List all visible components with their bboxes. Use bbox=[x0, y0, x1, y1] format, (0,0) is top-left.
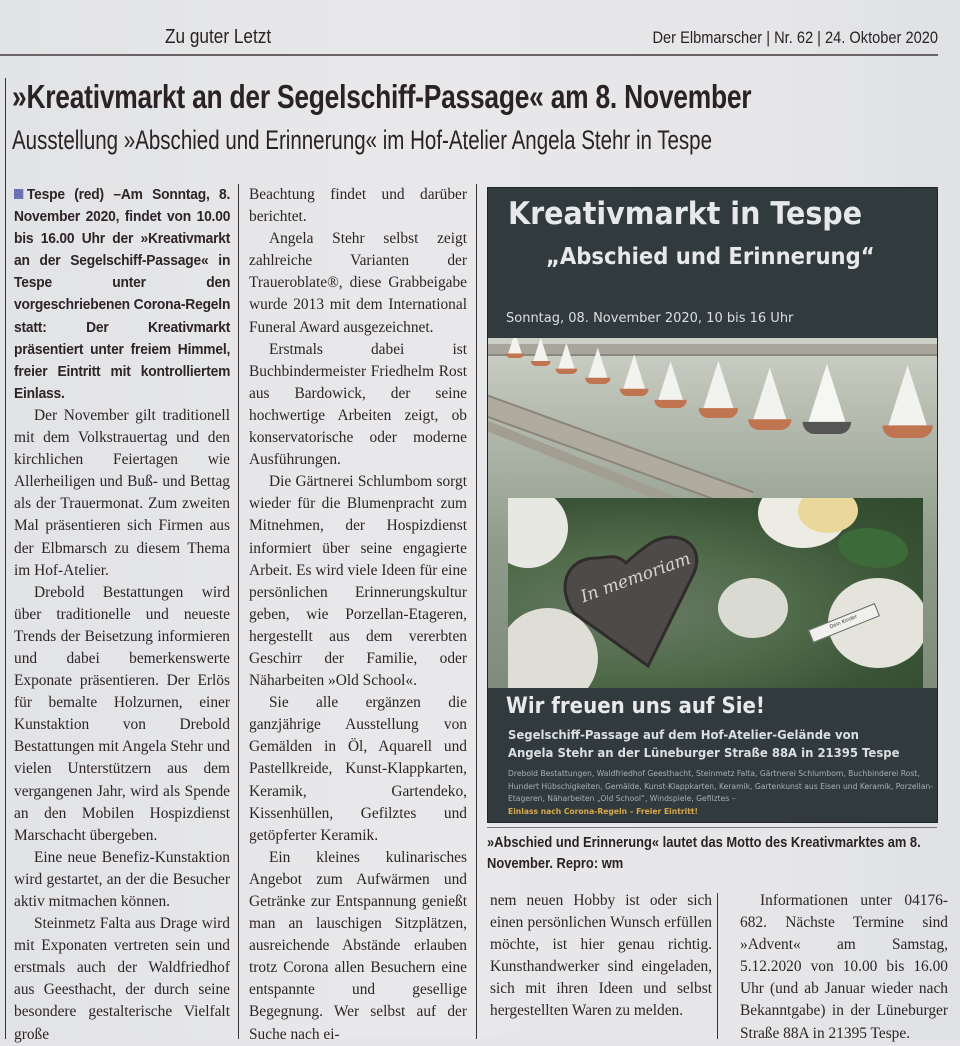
column-divider bbox=[476, 184, 477, 1039]
venue-line-2: Angela Stehr an der Lüneburger Straße 88A in 21395 Tespe bbox=[508, 745, 900, 760]
paragraph: Sie alle ergänzen die ganzjährige Ausstellung von Gemälden in Öl, Aquarell und Pastellkreide, Kunst-Klappkarten, Keramik, Gartendeko, Kissenhüllen, Gefilztes und getöpferter Keramik. bbox=[249, 694, 467, 844]
paragraph: Der November gilt traditionell mit dem Volkstrauertag und den kirchlichen Feiertagen wie Allerheiligen und Buß- und Bettag als der Trauermonat. Zum zweiten Mal präsentieren sich Firmen aus der Elbmarsch zu diesem Thema im Hof-Atelier. bbox=[14, 406, 230, 579]
white-rose-shape bbox=[718, 578, 788, 638]
image-caption: »Abschied und Erinnerung« lautet das Motto des Kreativmarktes am 8. November. Repro: wm bbox=[487, 834, 921, 872]
article-column-4 bbox=[740, 890, 948, 1045]
poster-exhibitors bbox=[508, 767, 936, 817]
in-memoriam-photo bbox=[508, 498, 923, 688]
poster-cta: Wir freuen uns auf Sie! bbox=[506, 694, 765, 719]
entry-notice: Einlass nach Corona-Regeln – Freier Eintritt! bbox=[508, 805, 698, 816]
poster-venue bbox=[508, 726, 912, 762]
ribbon-label: Dein Kinder bbox=[808, 603, 880, 643]
caption-divider bbox=[487, 827, 937, 828]
left-border-rule bbox=[5, 78, 6, 1039]
article-subheadline: Ausstellung »Abschied und Erinnerung« im Hof-Atelier Angela Stehr in Tespe bbox=[12, 125, 713, 155]
article-column-2 bbox=[249, 184, 467, 1046]
poster-subtitle: „Abschied und Erinnerung“ bbox=[546, 244, 875, 270]
column-divider bbox=[717, 893, 718, 1039]
paragraph: Eine neue Benefiz-Kunstaktion wird gestartet, an der die Besucher aktiv mitmachen können. bbox=[14, 848, 230, 910]
article-headline: »Kreativmarkt an der Segelschiff-Passage« am 8. November bbox=[12, 78, 752, 115]
venue-line-1: Segelschiff-Passage auf dem Hof-Atelier-Gelände von bbox=[508, 727, 859, 742]
exhibitors-list: Drebold Bestattungen, Waldfriedhof Geesthacht, Steinmetz Falta, Gärtnerei Schlumbom, Buchbinderei Rost, Hundert Hübschigkeiten, Gemälde, Kunst-Klappkarten, Keramik, Gartenkunst aus Eisen und Keramik, Porzellan-Etageren, Näharbeiten „Old School“, Windspiele, Gefilztes – bbox=[508, 768, 934, 803]
header-divider bbox=[0, 54, 938, 56]
section-title: Zu guter Letzt bbox=[165, 26, 272, 48]
sailboat-painting bbox=[488, 338, 937, 688]
column-divider bbox=[238, 184, 239, 1039]
railing-shape bbox=[488, 344, 937, 356]
paragraph: Steinmetz Falta aus Drage wird mit Exponaten vertreten sein und erstmals auch der Waldfriedhof aus Geesthacht, der durch seine besondere gestalterische Vielfalt große bbox=[14, 915, 230, 1043]
poster-title: Kreativmarkt in Tespe bbox=[508, 196, 863, 232]
article-column-3 bbox=[490, 890, 712, 1023]
lead-text: Tespe (red) –Am Sonntag, 8. November 2020, findet von 10.00 bis 16.00 Uhr der »Kreativmarkt an der Segelschiff-Passage« in Tespe unter den vorgeschriebenen Corona-Regeln statt: Der Kreativmarkt präsentiert unter freiem Himmel, freier Eintritt mit kontrolliertem Einlass. bbox=[14, 186, 231, 402]
article-column-1 bbox=[14, 184, 230, 1046]
paragraph: nem neuen Hobby ist oder sich einen persönlichen Wunsch erfüllen möchte, ist hier genau richtig. Kunsthandwerker sind eingeladen, sich mit ihren Ideen und selbst hergestellten Waren zu melden. bbox=[490, 892, 712, 1020]
article-lead bbox=[14, 184, 230, 405]
paragraph: Angela Stehr selbst zeigt zahlreiche Varianten der Traueroblate®, diese Grabbeigabe wurde 2013 mit dem International Funeral Award ausgezeichnet. bbox=[249, 230, 467, 336]
paragraph: Drebold Bestattungen wird über traditionelle und neueste Trends der Beisetzung informieren und dabei bemerkenswerte Exponate präsentieren. Der Erlös für bemalte Holzurnen, einer Kunstaktion von Drebold Bestattungen mit Angela Stehr und vielen Unterstützern aus dem vergangenen Jahr, wird als Spende an den Mobilen Hospizdienst Marschacht übergeben. bbox=[14, 583, 230, 844]
heart-inscription: In memoriam bbox=[578, 548, 694, 608]
ivy-leaf-shape bbox=[838, 528, 908, 568]
paragraph: Erstmals dabei ist Buchbindermeister Friedhelm Rost aus Bardowick, der seine hochwertige Arbeiten zeigt, ob konservatorische oder moderne Ausführungen. bbox=[249, 340, 467, 469]
lead-marker-icon bbox=[14, 189, 23, 199]
paragraph: Informationen unter 04176-682. Nächste Termine sind »Advent« am Samstag, 5.12.2020 von 10.00 bis 16.00 Uhr (und ab Januar wieder nach Bekanntgabe) in der Lüneburger Straße 88A in 21395 Tespe. bbox=[740, 892, 948, 1042]
paragraph: Die Gärtnerei Schlumbom sorgt wieder für die Blumenpracht zum Mitnehmen, der Hospizdienst informiert über seine engagierte Arbeit. Es wird viele Ideen für eine persönlichen Erinnerungskultur geben, wie Porzellan-Etageren, hergestellt aus dem vererbten Geschirr der Familie, oder Näharbeiten »Old School«. bbox=[249, 473, 467, 690]
poster-date: Sonntag, 08. November 2020, 10 bis 16 Uhr bbox=[506, 311, 794, 326]
paragraph: Beachtung findet und darüber berichtet. bbox=[249, 186, 467, 226]
publication-info: Der Elbmarscher | Nr. 62 | 24. Oktober 2020 bbox=[652, 28, 938, 47]
paragraph: Ein kleines kulinarisches Angebot zum Aufwärmen und Getränke zur Entspannung genießt man an lauschigen Sitzplätzen, ausreichende Abstände erlauben trotz Corona allen Besuchern eine entspannte und gesellige Begegnung. Wer selbst auf der Suche nach ei- bbox=[249, 848, 467, 1043]
event-poster-image bbox=[487, 187, 938, 823]
